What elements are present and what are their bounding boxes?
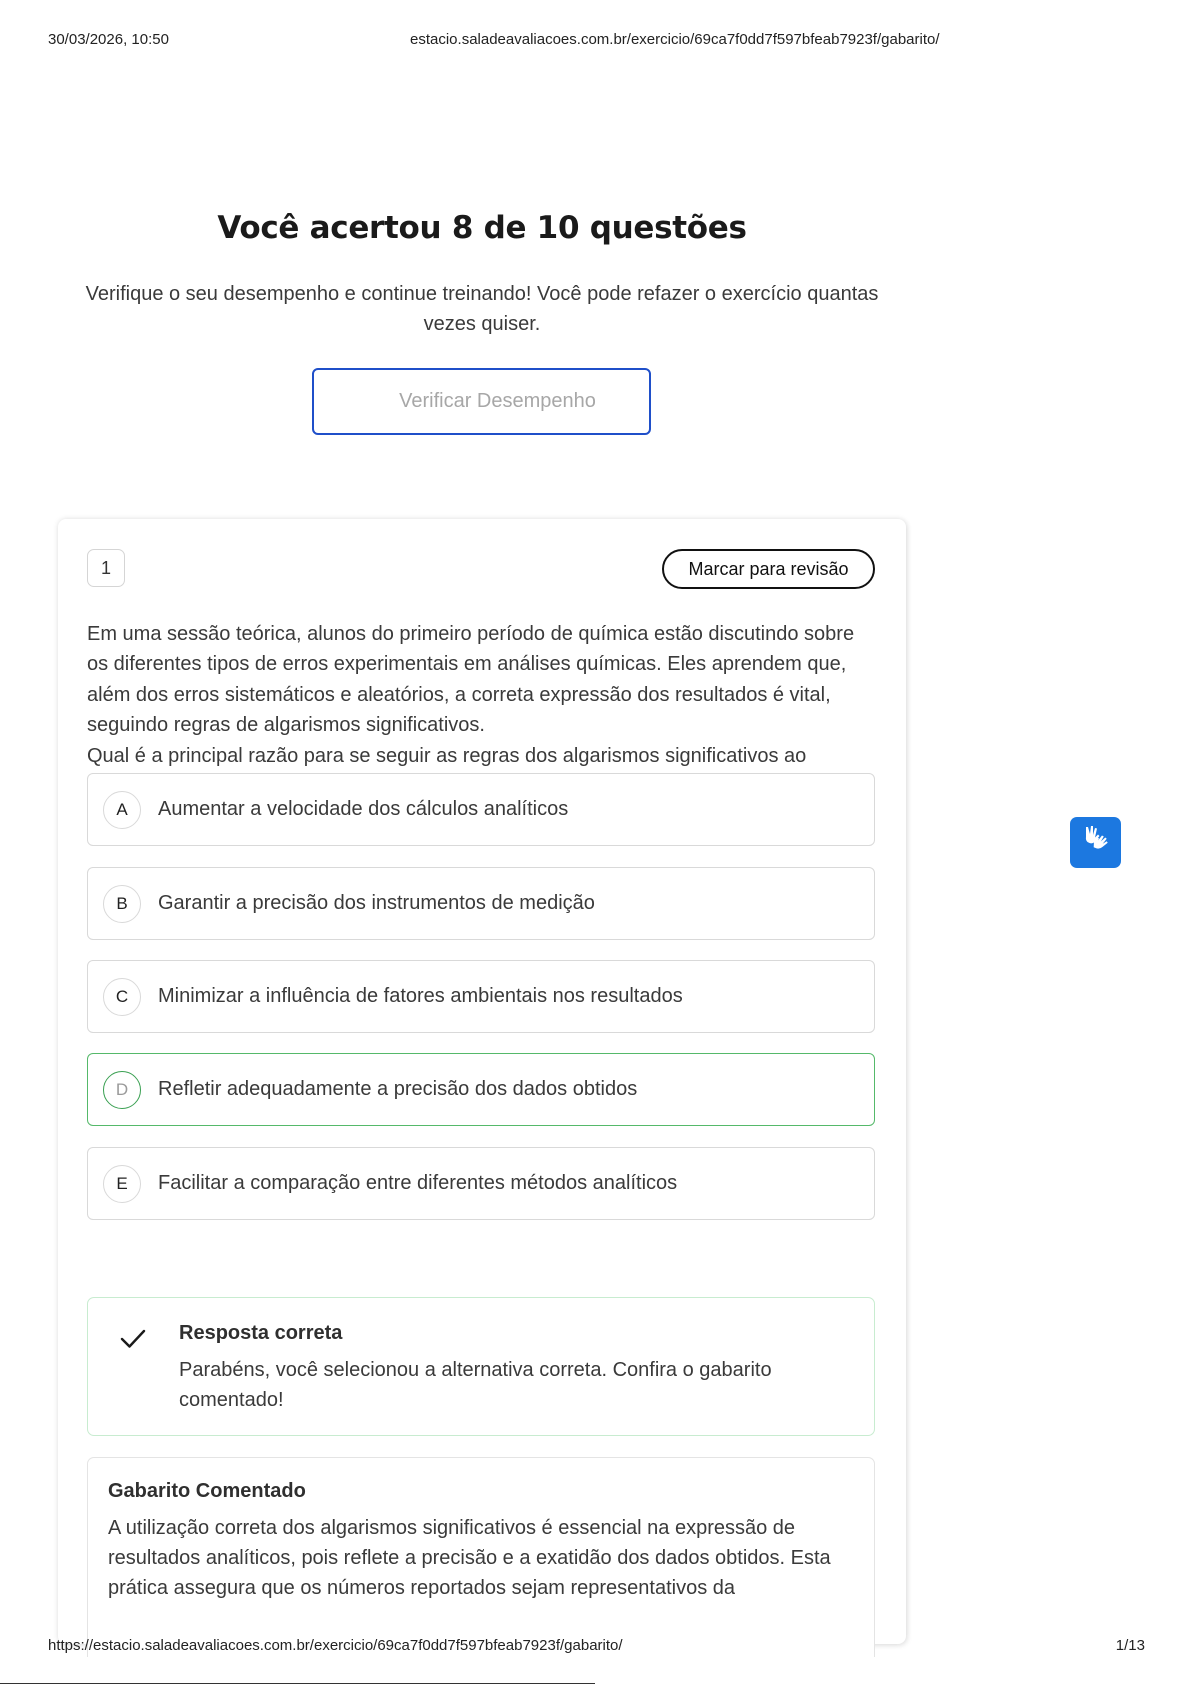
sign-language-hands-icon [1080,824,1112,861]
print-footer-url: https://estacio.saladeavaliacoes.com.br/exercicio/69ca7f0dd7f597bfeab7923f/gabarito/ [48,1637,623,1654]
print-datetime: 30/03/2026, 10:50 [48,31,169,48]
option-c[interactable] [87,960,875,1033]
question-number-badge: 1 [87,549,125,587]
score-title: Você acertou 8 de 10 questões [217,210,747,246]
option-text: Facilitar a comparação entre diferentes métodos analíticos [158,1172,678,1194]
option-a[interactable] [87,773,875,846]
option-letter: A [103,791,141,829]
question-card [58,519,906,1644]
mark-for-review-button[interactable]: Marcar para revisão [662,549,875,589]
option-letter: E [103,1165,141,1203]
answer-feedback [87,1297,875,1436]
feedback-title: Resposta correta [179,1322,343,1344]
option-text: Aumentar a velocidade dos cálculos analíticos [158,798,569,820]
option-text: Refletir adequadamente a precisão dos dados obtidos [158,1078,638,1100]
commented-answer [87,1457,875,1657]
option-letter: D [103,1071,141,1109]
sign-language-accessibility-button[interactable] [1070,817,1121,868]
commented-answer-title: Gabarito Comentado [108,1480,306,1502]
option-text: Minimizar a influência de fatores ambientais nos resultados [158,985,683,1007]
check-icon [120,1328,146,1355]
option-letter: C [103,978,141,1016]
check-performance-button[interactable]: Verificar Desempenho [312,368,651,435]
page-edge-rule [0,1683,595,1684]
feedback-text: Parabéns, você selecionou a alternativa correta. Confira o gabarito comentado! [179,1359,772,1411]
option-text: Garantir a precisão dos instrumentos de medição [158,892,595,914]
option-d-correct[interactable] [87,1053,875,1126]
option-e[interactable] [87,1147,875,1220]
page-number: 1/13 [1115,1637,1145,1654]
question-prompt: Qual é a principal razão para se seguir as regras dos algarismos significativos ao [87,744,807,767]
print-header-url: estacio.saladeavaliacoes.com.br/exercicio/69ca7f0dd7f597bfeab7923f/gabarito/ [410,31,940,48]
option-letter: B [103,885,141,923]
question-statement: Em uma sessão teórica, alunos do primeiro período de química estão discutindo sobre os diferentes tipos de erros experimentais em análises químicas. Eles aprendem que, além dos erros sistemáticos e aleatórios, a correta expressão dos resultados é vital, seguindo regras de algarismos significativos. [87,623,855,737]
option-b[interactable] [87,867,875,940]
commented-answer-text: A utilização correta dos algarismos significativos é essencial na expressão de resultados analíticos, pois reflete a precisão e a exatidão dos dados obtidos. Esta prática assegura que os números reportados sejam representativos da [108,1517,831,1600]
score-subtitle: Verifique o seu desempenho e continue treinando! Você pode refazer o exercício quantas vezes quiser. [85,283,879,335]
